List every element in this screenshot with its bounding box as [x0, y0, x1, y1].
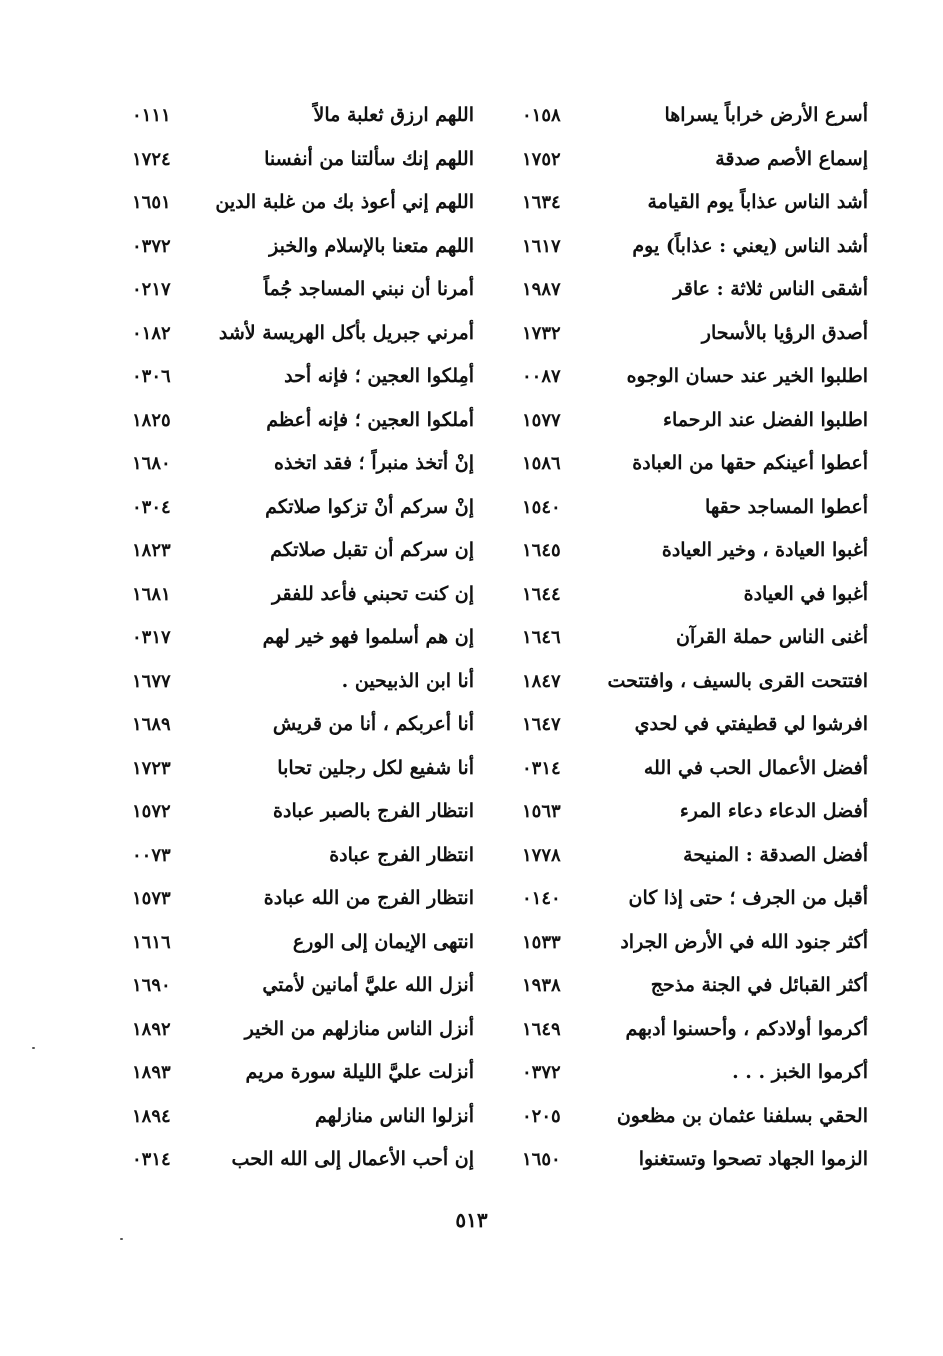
- entry-number: ٠٣٠٤: [132, 496, 171, 518]
- index-row: [118, 312, 874, 356]
- entry-phrase: أفضل الصدقة : المنيحة: [683, 843, 868, 866]
- entry-phrase: أكرموا أولادكم ، وأحسنوا أدبهم: [625, 1017, 868, 1040]
- entry-number: ٠٠٧٣: [132, 844, 171, 866]
- entry-phrase: أشد الناس عذاباً يوم القيامة: [647, 191, 868, 213]
- entry-number: ١٧٥٢: [522, 148, 561, 170]
- index-row: [118, 486, 874, 530]
- entry-number: ١٦٩٠: [132, 975, 171, 996]
- entry-phrase: أفضل الدعاء دعاء المرء: [679, 800, 868, 822]
- entry-phrase: اللهم متعنا بالإسلام والخبز: [269, 234, 474, 257]
- entry-phrase: إنْ سركم أنْ تزكوا صلاتكم: [265, 495, 474, 518]
- entry-number: ١٦٤٩: [522, 1018, 561, 1040]
- entry-phrase: اللهم ارزق ثعلبة مالاً: [313, 104, 474, 126]
- index-row: [118, 442, 874, 486]
- index-row: [118, 747, 874, 791]
- index-row: [118, 138, 874, 182]
- entry-number: ١٨٩٤: [132, 1105, 171, 1127]
- entry-number: ١٦١٧: [522, 235, 561, 257]
- entry-number: ٠١١١: [132, 105, 171, 126]
- entry-number: ١٦٨١: [132, 583, 171, 605]
- entry-number: ١٦٧٧: [132, 670, 171, 692]
- entry-number: ١٧٢٤: [132, 148, 171, 170]
- index-row: [118, 790, 874, 834]
- entry-phrase: أمِلكوا العجين ؛ فإنه أحد: [284, 365, 474, 387]
- entry-number: ٠١٤٠: [522, 888, 561, 909]
- entry-number: ٠٣٧٢: [132, 235, 171, 257]
- entry-phrase: إن كنت تحبني فأعد للفقر: [272, 582, 474, 605]
- entry-phrase: أنزل الله عليَّ أمانين لأمتي: [262, 974, 474, 996]
- index-row: [118, 660, 874, 704]
- index-row: [118, 1051, 874, 1095]
- entry-number: ٠٣١٤: [132, 1149, 171, 1170]
- entry-phrase: أقبل من الجرف ؛ حتى إذا كان: [628, 887, 868, 909]
- entry-number: ١٥٤٠: [522, 496, 561, 518]
- entry-phrase: انتظار الفرج بالصبر عبادة: [273, 800, 474, 822]
- entry-phrase: أمرنا أن نبني المساجد جُماً: [263, 278, 474, 300]
- entry-number: ١٦٤٧: [522, 714, 561, 735]
- entry-number: ٠٢١٧: [132, 279, 171, 300]
- entry-phrase: أفضل الأعمال الحب في الله: [643, 756, 868, 779]
- index-row: [118, 529, 874, 573]
- entry-number: ١٧٧٨: [522, 844, 561, 866]
- entry-phrase: انتظار الفرج من الله عبادة: [263, 887, 474, 909]
- entry-number: ٠٣٠٦: [132, 366, 171, 387]
- entry-phrase: أغنى الناس حملة القرآن: [675, 626, 868, 648]
- entry-phrase: إن هم أسلموا فهو خير لهم: [262, 626, 474, 648]
- entry-phrase: افتتحت القرى بالسيف ، وافتتحت: [607, 669, 868, 692]
- index-row: [118, 834, 874, 878]
- entry-phrase: إن أحب الأعمال إلى الله الحب: [231, 1148, 474, 1170]
- entry-phrase: أسرع الأرض خراباً يسراها: [664, 104, 868, 126]
- entry-phrase: افرشوا لي قطيفتي في لحدي: [634, 713, 868, 735]
- entry-number: ١٧٢٣: [132, 757, 171, 779]
- entry-number: ١٨٢٣: [132, 540, 171, 561]
- entry-phrase: أشقى الناس ثلاثة : عاقر: [673, 278, 868, 300]
- entry-phrase: انتظار الفرج عبادة: [329, 843, 474, 866]
- scan-speck: [32, 1047, 35, 1049]
- entry-phrase: أنا شفيع لكل رجلين تحابا: [277, 756, 474, 779]
- entry-number: ١٥٣٣: [522, 931, 561, 953]
- hadith-index-table: [118, 94, 874, 1182]
- entry-number: ١٦٤٤: [522, 583, 561, 605]
- index-row: [118, 877, 874, 921]
- entry-phrase: أكرموا الخبز . . .: [732, 1061, 868, 1083]
- entry-number: ١٦٨٠: [132, 453, 171, 474]
- entry-phrase: أنا ابن الذبيحين .: [341, 669, 474, 692]
- entry-number: ١٩٣٨: [522, 975, 561, 996]
- entry-number: ١٦٤٥: [522, 540, 561, 561]
- entry-phrase: اللهم إني أعوذ بك من غلبة الدين: [215, 191, 474, 213]
- entry-phrase: أنا أعربكم ، أنا من قريش: [272, 713, 474, 735]
- entry-phrase: الحقي بسلفنا عثمان بن مظعون: [616, 1104, 868, 1127]
- entry-number: ٠٢٠٥: [522, 1105, 561, 1127]
- entry-phrase: انتهى الإيمان إلى الورع: [292, 930, 474, 953]
- entry-number: ٠٣١٧: [132, 627, 171, 648]
- entry-phrase: أعطوا أعينكم حقها من العبادة: [632, 452, 868, 474]
- index-row: [118, 703, 874, 747]
- index-row: [118, 355, 874, 399]
- entry-number: ١٧٣٢: [522, 322, 561, 344]
- entry-phrase: الزموا الجهاد تصحوا وتستغنوا: [638, 1148, 868, 1170]
- entry-number: ١٦٣٤: [522, 192, 561, 213]
- entry-phrase: أملكوا العجين ؛ فإنه أعظم: [266, 408, 474, 431]
- entry-phrase: أعطوا المساجد حقها: [705, 495, 868, 518]
- index-row: [118, 399, 874, 443]
- entry-number: ١٦٨٩: [132, 714, 171, 735]
- entry-number: ١٥٧٧: [522, 409, 561, 431]
- index-row: [118, 921, 874, 965]
- entry-number: ١٦٤٦: [522, 627, 561, 648]
- entry-phrase: أكثر القبائل في الجنة مذحج: [650, 974, 868, 996]
- entry-phrase: أغبوا في العيادة: [743, 582, 868, 605]
- index-row: [118, 1095, 874, 1139]
- entry-phrase: أنزلت عليَّ الليلة سورة مريم: [245, 1061, 474, 1083]
- entry-phrase: أغبوا العيادة ، وخير العيادة: [661, 539, 868, 561]
- entry-number: ١٥٧٢: [132, 801, 171, 822]
- entry-phrase: أمرني جبريل بأكل الهريسة لأشد: [218, 321, 474, 344]
- index-row: [118, 225, 874, 269]
- scan-speck: [120, 1238, 123, 1240]
- entry-phrase: أنزل الناس منازلهم من الخير: [244, 1017, 474, 1040]
- entry-phrase: اطلبوا الخير عند حسان الوجوه: [626, 365, 868, 387]
- entry-number: ٠٣٧٢: [522, 1062, 561, 1083]
- entry-number: ١٦٥٠: [522, 1149, 561, 1170]
- entry-phrase: اطلبوا الفضل عند الرحماء: [663, 408, 868, 431]
- entry-number: ١٦٥١: [132, 192, 171, 213]
- entry-phrase: أصدق الرؤيا بالأسحار: [701, 321, 868, 344]
- entry-number: ٠٣١٤: [522, 757, 561, 779]
- index-row: [118, 616, 874, 660]
- page-number: ٥١٣: [455, 1208, 488, 1232]
- entry-number: ١٥٨٦: [522, 453, 561, 474]
- index-row: [118, 181, 874, 225]
- index-row: [118, 1008, 874, 1052]
- entry-number: ٠٠٨٧: [522, 366, 561, 387]
- entry-number: ١٥٧٣: [132, 888, 171, 909]
- index-row: [118, 964, 874, 1008]
- entry-number: ٠١٥٨: [522, 105, 561, 126]
- entry-phrase: اللهم إنك سألتنا من أنفسنا: [264, 147, 474, 170]
- entry-number: ١٨٩٢: [132, 1018, 171, 1040]
- index-row: [118, 573, 874, 617]
- entry-number: ١٨٤٧: [522, 670, 561, 692]
- entry-number: ١٦١٦: [132, 931, 171, 953]
- entry-number: ٠١٨٢: [132, 322, 171, 344]
- entry-number: ١٨٩٣: [132, 1062, 171, 1083]
- index-row: [118, 94, 874, 138]
- entry-phrase: إن سركم أن تقبل صلاتكم: [270, 539, 474, 561]
- entry-phrase: أشد الناس (يعني : عذاباً) يوم: [632, 234, 868, 257]
- entry-phrase: إنْ أتخذ منبراً ؛ فقد اتخذه: [274, 452, 474, 474]
- entry-number: ١٨٢٥: [132, 409, 171, 431]
- entry-phrase: أنزلوا الناس منازلهم: [314, 1104, 474, 1127]
- entry-number: ١٥٦٣: [522, 801, 561, 822]
- entry-phrase: إسماع الأصم صدقة: [715, 147, 868, 170]
- entry-phrase: أكثر جنود الله في الأرض الجراد: [620, 930, 868, 953]
- entry-number: ١٩٨٧: [522, 279, 561, 300]
- index-row: [118, 268, 874, 312]
- index-row: [118, 1138, 874, 1182]
